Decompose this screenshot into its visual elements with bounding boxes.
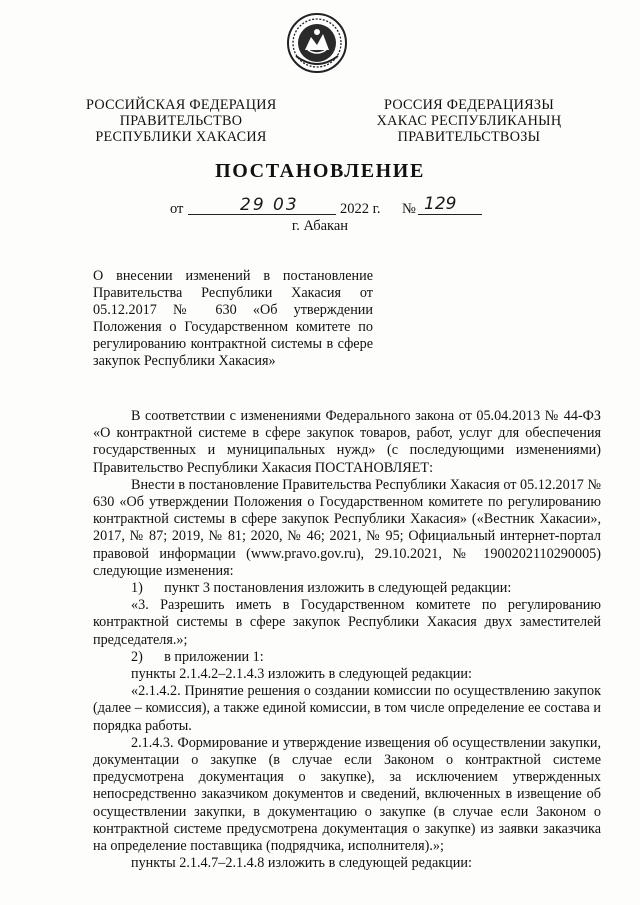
header-left-line: РЕСПУБЛИКИ ХАКАСИЯ [95,129,267,145]
number-underline [418,214,482,215]
header-right-line: ПРАВИТЕЛЬСТВОЗЫ [397,129,541,145]
header-left-line: РОССИЙСКАЯ ФЕДЕРАЦИЯ [86,97,277,113]
body-paragraph: 2) в приложении 1: [131,648,264,665]
subject-block: О внесении изменений в постановление Правительства Республики Хакасия от 05.12.2017 № 630 «Об утверждении Положения о Государственном комитете по регулированию контрактной системы в сфере закупок Республики Хакасия» [93,268,373,369]
body-paragraph: 2.1.4.3. Формирование и утверждение извещения об осуществлении закупки, документации о закупке (в случае если Законом о контрактной системе предусмотрена документация о закупке), за исключением утвержденных непосредственно заказчиком документов и сведений, включенных в извещение об осуществлении закупки, в документацию о закупке (в случае если Законом о контрактной системе предусмотрена документация о закупке) из заявки заказчика на определение поставщика (подрядчика, исполнителя).»; [93,734,601,855]
body-text [93,408,601,872]
date-year: 2022 г. [340,201,381,217]
handwritten-date: 29 03 [240,195,299,215]
date-from-label: от [170,201,184,217]
header-left-line: ПРАВИТЕЛЬСТВО [119,113,243,129]
header-russian [86,97,276,145]
body-paragraph: пункты 2.1.4.2–2.1.4.3 изложить в следующей редакции: [131,666,472,683]
body-paragraph: «2.1.4.2. Принятие решения о создании комиссии по осуществлению закупок (далее – комиссия), а также единой комиссии, в том числе определение ее состава и порядка работы. [93,683,601,734]
body-paragraph: «3. Разрешить иметь в Государственном комитете по регулированию контрактной системы в сфере закупок Республики Хакасия двух заместителей председателя.»; [93,597,601,648]
city-line: г. Абакан [291,218,349,234]
body-paragraph: 1) пункт 3 постановления изложить в следующей редакции: [131,580,512,597]
header-khakas [376,97,562,145]
document-title: ПОСТАНОВЛЕНИЕ [215,160,425,182]
coat-of-arms-emblem [286,12,348,74]
number-label: № [402,201,416,217]
header-right-line: ХАКАС РЕСПУБЛИКАНЫҢ [376,113,562,129]
body-paragraph: пункты 2.1.4.7–2.1.4.8 изложить в следующей редакции: [131,855,472,872]
body-paragraph: Внести в постановление Правительства Республики Хакасия от 05.12.2017 № 630 «Об утверждении Положения о Государственном комитете по регулированию контрактной системы в сфере закупок Республики Хакасия» («Вестник Хакасии», 2017, № 87; 2019, № 81; 2020, № 46; 2021, № 95; Официальный интернет-портал правовой информации (www.pravo.gov.ru), 29.10.2021, № 1900202110290005) следующие изменения: [93,476,601,579]
handwritten-number: 129 [424,194,457,214]
header-right-line: РОССИЯ ФЕДЕРАЦИЯЗЫ [383,97,555,113]
body-paragraph: В соответствии с изменениями Федерального закона от 05.04.2013 № 44-ФЗ «О контрактной системе в сфере закупок товаров, работ, услуг для обеспечения государственных и муниципальных нужд» (с последующими изменениями) Правительство Республики Хакасия ПОСТАНОВЛЯЕТ: [93,408,601,476]
